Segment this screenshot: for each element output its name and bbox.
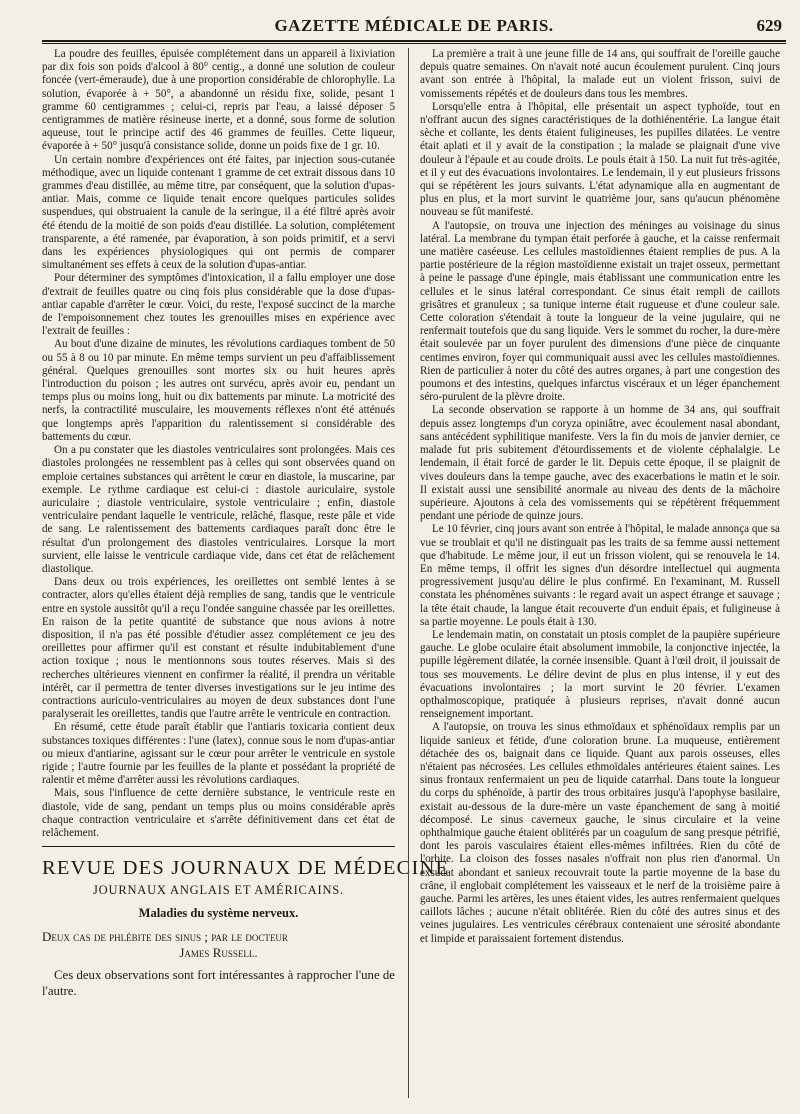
paragraph: A l'autopsie, on trouva une injection des méninges au voisinage du sinus latéral. La membrane du tympan était perforée à gauche, et la caisse renfermait une matière caséeuse. Les cellules mastoïdiennes étaient remplies de pus. A la partie postérieure de la région mastoïdienne existait un trajet osseux, permettant à peine le passage d'une épingle, mais établissant une communication entre les cellules et le sinus latéral correspondant. Ce sinus était rempli de caillots grisâtres et granuleux ; sa tunique interne était rugueuse et d'une couleur sale. Cette coloration s'étendait à toute la longueur de la veine jugulaire, qui ne renfermait toutefois que du sang liquide. Vers le sommet du rocher, la dure-mère était soulevée par un foyer purulent des dimensions d'une pièce de cinquante centimes environ, foyer qui communiquait aussi avec les cellules mastoïdiennes. Rien de particulier à noter du côté des autres organes, à part une congestion des poumons et des intestins, quelques infarctus viscéraux et un léger épanchement séro-purulent de la plèvre droite. [420,219,780,404]
paragraph: La poudre des feuilles, épuisée complétement dans un appareil à lixiviation par dix fois son poids d'alcool à 80° centig., a donné une solution de couleur foncée (vert-émeraude), due à une proportion considérable de chlorophylle. La solution, évaporée à + 50°, a abandonné un résidu fixe, solide, pesant 1 gramme 60 centigrammes ; celui-ci, repris par l'eau, a laissé déposer 5 centigrammes de matière résineuse inerte, et a donné, sous forme de solution aqueuse, tout le principe actif des 46 grammes de feuilles. Cette liqueur, évaporée à + 50° jusqu'à consistance solide, donne un poids fixe de 1 gr. 10. [42,48,395,153]
article-title-block [42,929,395,961]
section-topic: Maladies du système nerveux. [138,906,299,921]
header-rule [42,40,786,44]
paragraph: Pour déterminer des symptômes d'intoxication, il a fallu employer une dose d'extrait de feuilles quatre ou cinq fois plus considérable que la dose d'upas-antiar capable d'arrêter le cœur. Voici, du reste, l'exposé succinct de la marche de l'empoisonnement chez toutes les grenouilles mises en expérience avec l'extrait de feuilles : [42,272,395,338]
paragraph: Mais, sous l'influence de cette dernière substance, le ventricule reste en diastole, vide de sang, pendant un temps plus ou moins considérable après chaque contraction ventriculaire et s'arrête définitivement dans cet état de relâchement. [42,787,395,839]
paragraph: La première a trait à une jeune fille de 14 ans, qui souffrait de l'oreille gauche depuis quatre semaines. On n'avait noté aucun écoulement purulent. Cinq jours avant son entrée à l'hôpital, la malade eut un violent frisson, suivi de vomissements répétés et de douleurs dans tous les membres. [420,48,780,100]
paragraph: En résumé, cette étude paraît établir que l'antiaris toxicaria contient deux substances toxiques différentes : l'une (latex), connue sous le nom d'upas-antiar ou mieux d'antiarine, agissant sur le cœur pour arrêter le ventricule en systole rigide ; l'autre fournie par les feuilles de la plante et possédant la propriété de ralentir et même d'arrêter aussi les révolutions cardiaques. [42,721,395,787]
paragraph: Lorsqu'elle entra à l'hôpital, elle présentait un aspect typhoïde, tout en n'offrant aucun des signes caractéristiques de la dothiénentérie. La langue était sèche et collante, les dents étaient fuligineuses, les pupilles dilatées. Le ventre était aplati et il y avait de la constipation ; la malade se plaignait d'une vive douleur à l'épaule et au coude droits. Le pouls était à 150. La nuit fut très-agitée, et il y eut des évacuations involontaires. Le lendemain, il y eut plusieurs frissons qui se répétèrent les jours suivants. L'état adynamique alla en augmentant de plus en plus, et la mort survint le quatrième jour, sans qu'aucun phénomène nouveau se fût manifesté. [420,100,780,219]
paragraph: La seconde observation se rapporte à un homme de 34 ans, qui souffrait depuis assez longtemps d'un coryza opiniâtre, avec écoulement nasal abondant, sans antécédent syphilitique manifeste. Vers la fin du mois de janvier dernier, ce malade fut pris subitement d'étourdissements et de violente céphalalgie. Le lendemain, il était forcé de garder le lit. Depuis cette époque, il se plaignit de vives douleurs dans la tempe gauche, avec des exacerbations le matin et le soir. Il existait aussi une sensibilité anormale au niveau des dents de la mâchoire supérieure. Ajoutons à cela des vomissements qui se répétèrent fréquemment pendant une période de quinze jours. [420,404,780,523]
journal-title: GAZETTE MÉDICALE DE PARIS. [274,16,554,35]
paragraph: On a pu constater que les diastoles ventriculaires sont prolongées. Mais ces diastoles prolongées ne ressemblent pas à celles qui sont observées quand on emploie certaines substances qui arrêtent le cœur en diastole, la muscarine, par exemple. Le rythme cardiaque est celui-ci : diastole auriculaire, systole auriculaire ; diastole ventriculaire, systole ventriculaire ; enfin, diastole ventriculaire pendant laquelle le ventricule, relâché, flasque, reste pâle et vide de sang. Le ralentissement des battements cardiaques paraît donc être le résultat d'un prolongement des diastoles ventriculaires. Lorsque la mort survient, elle laisse le ventricule cardiaque vide, dans cet état de relâchement diastolique. [42,444,395,575]
section-rule [42,846,395,847]
left-column [42,48,450,1098]
page-header [42,10,786,40]
paragraph: Au bout d'une dizaine de minutes, les révolutions cardiaques tombent de 50 ou 55 à 8 ou 10 par minute. En même temps survient un peu d'affaiblissement général. Quelques grenouilles sont mortes six ou huit heures après l'introduction du poison ; les autres ont survécu, après avoir eu, pendant un temps plus ou moins long, huit ou dix battements par minute. La motricité des nerfs, la contractilité musculaire, les mouvements réflexes n'ont été atténués que longtemps après l'apparition du ralentissement si considérable des battements du cœur. [42,338,395,443]
section-subtitle: JOURNAUX ANGLAIS ET AMÉRICAINS. [93,883,344,898]
journal-page [42,10,786,1106]
right-column [420,48,780,1098]
column-divider [408,48,409,1098]
paragraph: A l'autopsie, on trouva les sinus ethmoïdaux et sphénoïdaux remplis par un liquide sanieux et fétide, d'une coloration brune. La muqueuse, entièrement détachée des os, baignait dans ce liquide. Quant aux parois osseuses, elles n'étaient pas nécrosées. Les cellules ethmoïdales antérieures étaient saines. Les sinus frontaux renfermaient un peu de liquide catarrhal. Dans toute la longueur du corps du sphénoïde, à partir des trous orbitaires jusqu'à l'apophyse basilaire, existait au-dessous de la dure-mère un vaste épanchement de sang à moitié décomposé. Le sinus caverneux gauche, le sinus circulaire et la veine ophthalmique gauche étaient oblitérés par un coagulum de sang presque pétrifié, dont les parois vasculaires étaient elles-mêmes infiltrées. Rien du côté de l'orbite. La cloison des fosses nasales n'offrait non plus rien d'anormal. Un exsudat abondant et sanieux recouvrait toute la partie moyenne de la base du crâne, il englobait complétement les vaisseaux et le nerf de la troisième paire à gauche. Parmi les artères, les unes étaient vides, les autres renfermaient quelques caillots lâches ; aucune n'était oblitérée. Rien du côté des autres sinus et des veines jugulaires. Les ventricules cérébraux contenaient une sérosité abondante et limpide et paraissaient fortement distendus. [420,721,780,945]
paragraph: Le 10 février, cinq jours avant son entrée à l'hôpital, le malade annonça que sa vue se troublait et qu'il ne distinguait pas les traits de sa femme aussi nettement que d'habitude. Le même jour, il eut un frisson violent, qui se renouvela le 14. En même temps, il offrit les signes d'un désordre intellectuel qui augmenta progressivement jusqu'au délire le plus confirmé. En l'examinant, M. Russell constata les phénomènes suivants : le regard avait un aspect étrange et sauvage ; la tête était chaude, la langue était recouverte d'un enduit épais, et fuligineuse à sa partie moyenne. Le pouls était à 130. [420,523,780,628]
paragraph: Dans deux ou trois expériences, les oreillettes ont semblé lentes à se contracter, alors qu'elles étaient déjà remplies de sang, tandis que le ventricule entre en systole aussitôt qu'il a reçu l'ondée sanguine chassée par les oreillettes. En raison de la petite quantité de substance que nous avions à notre disposition, il n'a pas été possible d'étudier assez complétement ce jeu des oreillettes pour affirmer qu'il est constant et résulte indubitablement d'une action toxique ; nous le mentionnons sous toutes réserves. Mais si des recherches ultérieures viennent en confirmer la réalité, il prendra un véritable intérêt, car il permettra de tenter diverses investigations sur le jeu intime des contractions auriculo-ventriculaires au moyen de deux substances dont l'une paralyserait les oreillettes, tandis que l'autre arrête le ventricule en contraction. [42,576,395,721]
paragraph: Le lendemain matin, on constatait un ptosis complet de la paupière supérieure gauche. Le globe oculaire était absolument immobile, la conjonctive injectée, la pupille légèrement dilatée, la cornée insensible. Quant à l'œil droit, il jouissait de tous ses mouvements. Le délire devint de plus en plus intense, il y eut des évacuations involontaires ; la mort survint le 20 février. L'examen opthalmoscopique, pratiquée à plusieurs reprises, n'avait donné aucun renseignement important. [420,628,780,721]
page-number: 629 [756,16,782,35]
text-columns [42,48,786,1098]
article-title: Deux cas de phlébite des sinus ; par le docteur [42,929,288,945]
article-intro: Ces deux observations sont fort intéressantes à rapprocher l'une de l'autre. [42,968,395,999]
section-title: REVUE DES JOURNAUX DE MÉDECINE [42,857,450,880]
paragraph: Un certain nombre d'expériences ont été faites, par injection sous-cutanée méthodique, avec un liquide contenant 1 gramme de cet extrait dissous dans 10 grammes d'eau distillée, au même titre, par conséquent, que la solution d'upas-antiar. Mais, comme ce liquide tenait encore quelques particules solides suspendues, qui obstruaient la canule de la seringue, il a été filtré après avoir été étendu de la moitié de son poids d'eau distillée. La solution, complétement transparente, a été ramenée, par évaporation, à son poids primitif, et a servi dans les expériences physiologiques qui ont permis de comparer simultanément ses effets à ceux de la solution d'upas-antiar. [42,153,395,272]
article-author: James Russell. [179,945,258,961]
